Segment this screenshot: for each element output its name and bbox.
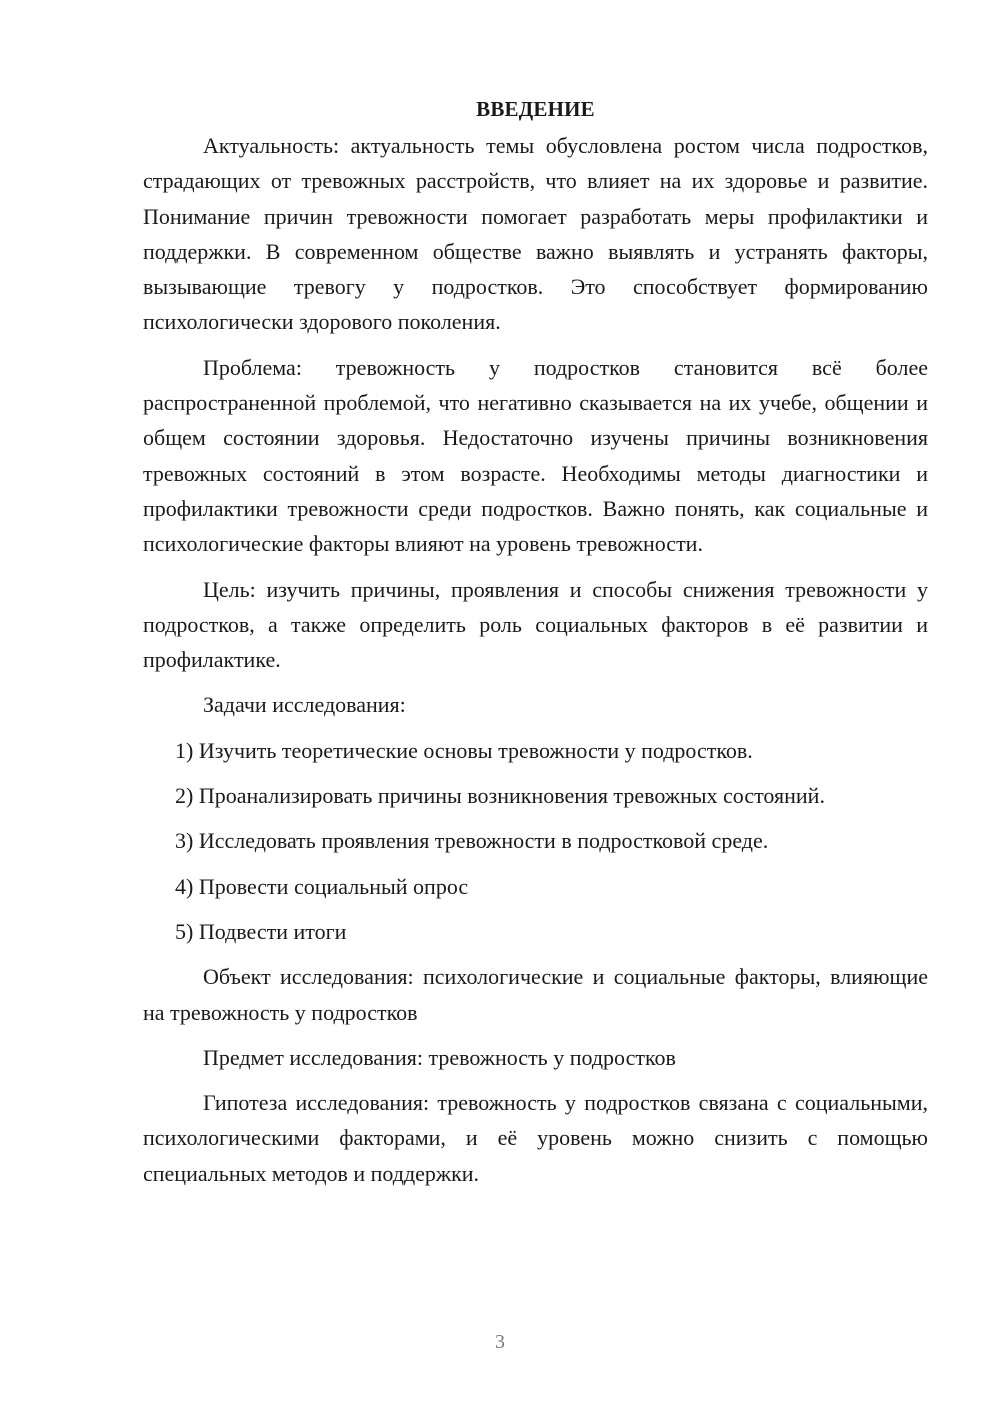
task-item-2: 2) Проанализировать причины возникновения тревожных состояний.: [175, 783, 825, 809]
tasks-heading: Задачи исследования:: [203, 692, 406, 718]
task-item-3: 3) Исследовать проявления тревожности в подростковой среде.: [175, 828, 769, 854]
task-item-1: 1) Изучить теоретические основы тревожности у подростков.: [175, 737, 753, 763]
task-item-4: 4) Провести социальный опрос: [175, 873, 469, 899]
problem-paragraph: Проблема: тревожность у подростков становится всё более распространенной проблемой, что негативно сказывается на их учебе, общении и общем состоянии здоровья. Недостаточно изучены причины возникновения тревожных состояний в этом возрасте. Необходимы методы диагностики и профилактики тревожности среди подростков. Важно понять, как социальные и психологические факторы влияют на уровень тревожности.: [143, 354, 928, 557]
hypothesis-paragraph: Гипотеза исследования: тревожность у подростков связана с социальными, психологическими факторами, и её уровень можно снизить с помощью специальных методов и поддержки.: [143, 1090, 928, 1186]
goal-paragraph: Цель: изучить причины, проявления и способы снижения тревожности у подростков, а также определить роль социальных факторов в её развитии и профилактике.: [143, 576, 928, 673]
page-content: [143, 92, 928, 1201]
relevance-paragraph: Актуальность: актуальность темы обусловлена ростом числа подростков, страдающих от тревожных расстройств, что влияет на их здоровье и развитие. Понимание причин тревожности помогает разработать меры профилактики и поддержки. В современном обществе важно выявлять и устранять факторы, вызывающие тревогу у подростков. Это способствует формированию психологически здорового поколения.: [143, 133, 928, 335]
object-paragraph: Объект исследования: психологические и социальные факторы, влияющие на тревожность у подростков: [143, 964, 928, 1025]
subject-paragraph: Предмет исследования: тревожность у подростков: [203, 1044, 676, 1070]
task-item-5: 5) Подвести итоги: [175, 918, 347, 944]
task-list: [143, 733, 928, 949]
page-number: 3: [495, 1331, 505, 1353]
page-title: ВВЕДЕНИЕ: [476, 97, 595, 121]
